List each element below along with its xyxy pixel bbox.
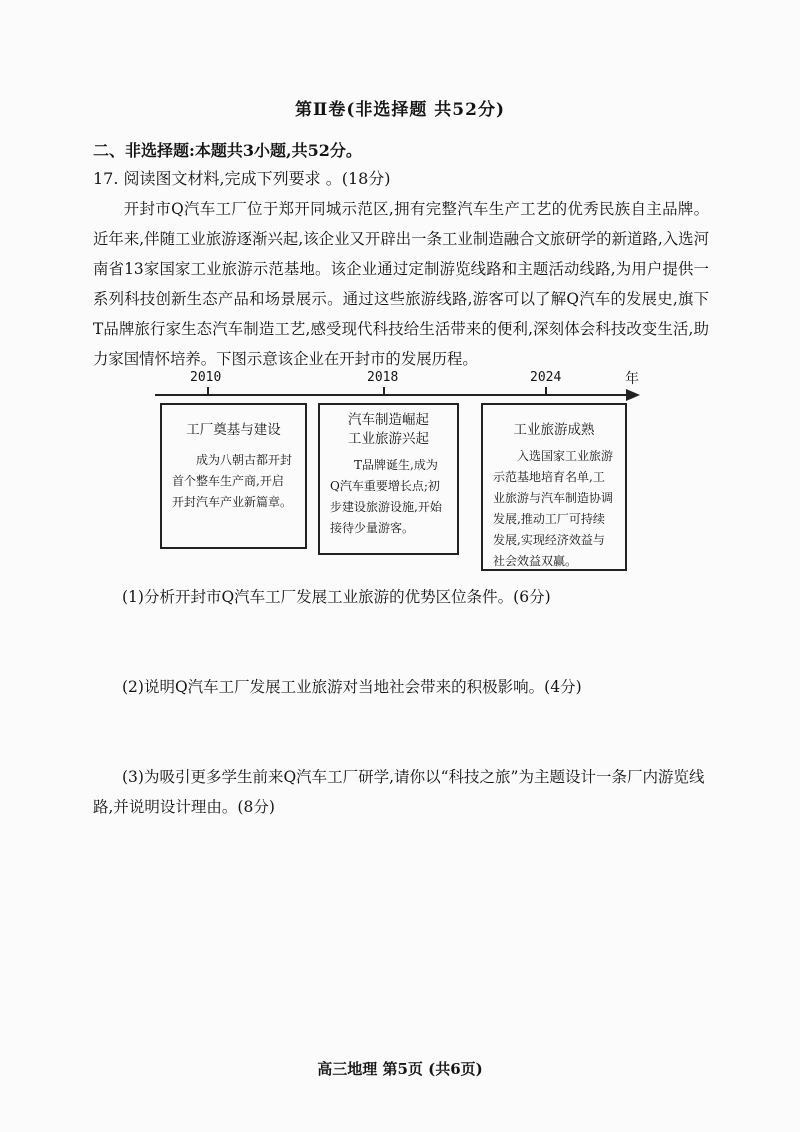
year-label-2010: 2010: [190, 370, 222, 385]
axis-arrow-icon: [626, 389, 640, 401]
subquestion-1: (1)分析开封市Q汽车工厂发展工业旅游的优势区位条件。(6分): [122, 588, 551, 606]
timeline-stage-1: [160, 403, 307, 549]
paper-section-title: 第Ⅱ卷(非选择题 共52分): [295, 100, 505, 120]
subquestion-3: (3)为吸引更多学生前来Q汽车工厂研学,请你以“科技之旅”为主题设计一条厂内游览线路,并说明设计理由。(8分): [93, 768, 705, 816]
year-label-2018: 2018: [367, 370, 399, 385]
stage-1-body: 成为八朝古都开封首个整车生产商,开启开封汽车产业新篇章。: [172, 453, 293, 509]
timeline-stage-3: [481, 403, 627, 571]
section-heading: 二、非选择题:本题共3小题,共52分。: [93, 141, 362, 160]
stage-2-title-line1: 汽车制造崛起: [348, 412, 429, 428]
question-material: 开封市Q汽车工厂位于郑开同城示范区,拥有完整汽车生产工艺的优秀民族自主品牌。近年来,伴随工业旅游逐渐兴起,该企业又开辟出一条工业制造融合文旅研学的新道路,入选河南省13家国家工业旅游示范基地。该企业通过定制游览线路和主题活动线路,为用户提供一系列科技创新生态产品和场景展示。通过这些旅游线路,游客可以了解Q汽车的发展史,旗下T品牌旅行家生态汽车制造工艺,感受现代科技给生活带来的便利,深刻体会科技改变生活,助力家国情怀培养。下图示意该企业在开封市的发展历程。: [93, 200, 709, 368]
stage-3-body: 入选国家工业旅游示范基地培育名单,工业旅游与汽车制造协调发展,推动工厂可持续发展,实现经济效益与社会效益双赢。: [493, 449, 614, 568]
timeline-stage-2: [318, 403, 459, 555]
stage-3-title: 工业旅游成熟: [513, 422, 595, 438]
subquestion-2: (2)说明Q汽车工厂发展工业旅游对当地社会带来的积极影响。(4分): [122, 678, 582, 696]
stage-2-body: T品牌诞生,成为Q汽车重要增长点;初步建设旅游设施,开始接待少量游客。: [330, 458, 442, 535]
page-footer: 高三地理 第5页 (共6页): [317, 1060, 483, 1078]
axis-unit-label: 年: [625, 371, 639, 387]
year-label-2024: 2024: [530, 370, 562, 385]
stage-2-title-line2: 工业旅游兴起: [348, 431, 429, 447]
stage-1-title: 工厂奠基与建设: [186, 422, 281, 438]
question-stem: 17. 阅读图文材料,完成下列要求 。(18分): [93, 169, 391, 188]
